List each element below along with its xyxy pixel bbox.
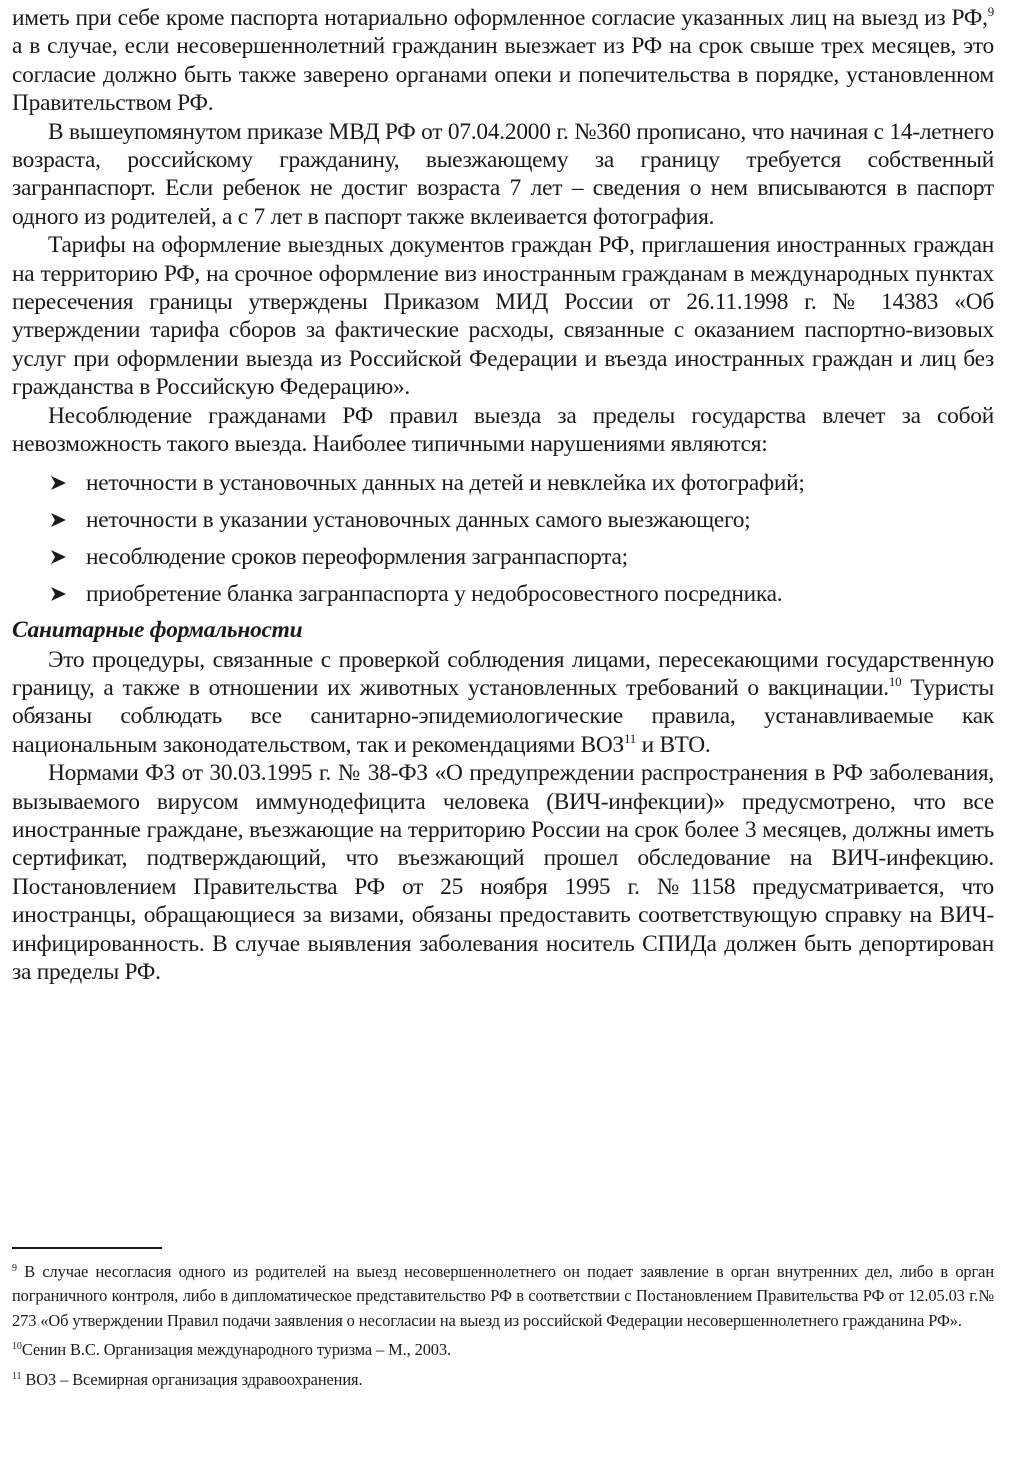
arrowhead-bullet-icon [50, 587, 66, 601]
paragraph-passport-consent [12, 4, 994, 118]
paragraph-text: и ВТО. [636, 731, 711, 758]
footnote-11 [12, 1368, 994, 1392]
list-item [12, 539, 994, 576]
footnote-mark: 9 [12, 1263, 17, 1274]
footnote-9 [12, 1260, 994, 1333]
paragraph-mvd-order: В вышеупомянутом приказе МВД РФ от 07.04.2000 г. №360 прописано, что начиная с 14-летнего возраста, российскому гражданину, выезжающему за границу требуется собственный загранпаспорт. Если ребенок не достиг возраста 7 лет – сведения о нем вписываются в паспорт одного из родителей, а с 7 лет в паспорт также вклеивается фотография. [12, 118, 994, 230]
paragraph-tariffs: Тарифы на оформление выездных документов граждан РФ, приглашения иностранных граждан на территорию РФ, на срочное оформление виз иностранным гражданам в международных пунктах пересечения границы утверждены Приказом МИД России от 26.11.1998 г. № 14383 «Об утверждении тарифа сборов за фактические расходы, связанные с оказанием паспортно-визовых услуг при оформлении выезда из Российской Федерации и въезда иностранных граждан и лиц без гражданства в Российскую Федерацию». [12, 232, 994, 401]
list-item [12, 576, 994, 613]
footnote-text: ВОЗ – Всемирная организация здравоохранения. [21, 1369, 363, 1389]
paragraph-text: Это процедуры, связанные с проверкой соблюдения лицами, пересекающими государственную границу, а также в отношении их животных установленных требований о вакцинации. [12, 646, 994, 701]
paragraph-text: иметь при себе кроме паспорта нотариально оформленное согласие указанных лиц на выезд из РФ, [12, 5, 988, 31]
footnote-ref-9[interactable]: 9 [987, 4, 994, 19]
arrowhead-bullet-icon [50, 476, 66, 490]
list-item-text: неточности в установочных данных на детей и невклейка их фотографий; [86, 469, 805, 496]
footnote-10 [12, 1338, 994, 1362]
page-body [12, 4, 994, 986]
footnotes [12, 1260, 994, 1397]
arrowhead-bullet-icon [50, 513, 66, 527]
paragraph-sanitary [12, 646, 994, 760]
list-item-text: неточности в указании установочных данных самого выезжающего; [86, 506, 751, 533]
footnote-mark: 11 [12, 1370, 22, 1382]
arrowhead-bullet-icon [50, 550, 66, 564]
list-item-text: приобретение бланка загранпаспорта у недобросовестного посредника. [86, 580, 783, 607]
paragraph-hiv-law: Нормами ФЗ от 30.03.1995 г. № 38-ФЗ «О предупреждении распространения в РФ заболевания, вызываемого вирусом иммунодефицита человека (ВИЧ-инфекции)» предусмотрено, что все иностранные граждане, въезжающие на территорию России на срок более 3 месяцев, должны иметь сертификат, подтверждающий, что въезжающий прошел обследование на ВИЧ-инфекцию. Постановлением Правительства РФ от 25 ноября 1995 г. №1158 предусматривается, что иностранцы, обращающиеся за визами, обязаны предоставить соответствующую справку на ВИЧ-инфицированность. В случае выявления заболевания носитель СПИДа должен быть депортирован за пределы РФ. [12, 760, 994, 985]
paragraph-text: а в случае, если несовершеннолетний гражданин выезжает из РФ на срок свыше трех месяцев, это согласие должно быть также заверено органами опеки и попечительства в порядке, установленном Правительством РФ. [12, 33, 994, 117]
list-item [12, 502, 994, 539]
list-item [12, 465, 994, 502]
footnote-mark: 10 [12, 1341, 22, 1353]
section-heading-sanitary: Санитарные формальности [12, 616, 303, 643]
paragraph-violations-intro: Несоблюдение гражданами РФ правил выезда за пределы государства влечет за собой невозможность такого выезда. Наиболее типичными нарушениями являются: [12, 402, 994, 458]
footnote-text: В случае несогласия одного из родителей на выезд несовершеннолетнего он подает заявление в орган внутренних дел, либо в орган пограничного контроля, либо в дипломатическое представительство РФ в соответствии с Постановлением Правительства РФ от 12.05.03 г.№ 273 «Об утверждении Правил подачи заявления о несогласии на выезд из российской Федерации несовершеннолетнего гражданина РФ». [12, 1262, 994, 1330]
violations-list [12, 465, 994, 613]
footnote-ref-10[interactable]: 10 [888, 673, 902, 689]
footnote-divider [12, 1247, 162, 1249]
footnote-text: Сенин В.С. Организация международного туризма – М., 2003. [21, 1340, 452, 1360]
list-item-text: несоблюдение сроков переоформления загранпаспорта; [86, 543, 628, 570]
footnote-ref-11[interactable]: 11 [623, 730, 637, 746]
paragraph-text: Туристы обязаны соблюдать все санитарно-эпидемиологические правила, устанавливаемые как национальным законодательством, так и рекомендациями ВОЗ [12, 674, 994, 758]
